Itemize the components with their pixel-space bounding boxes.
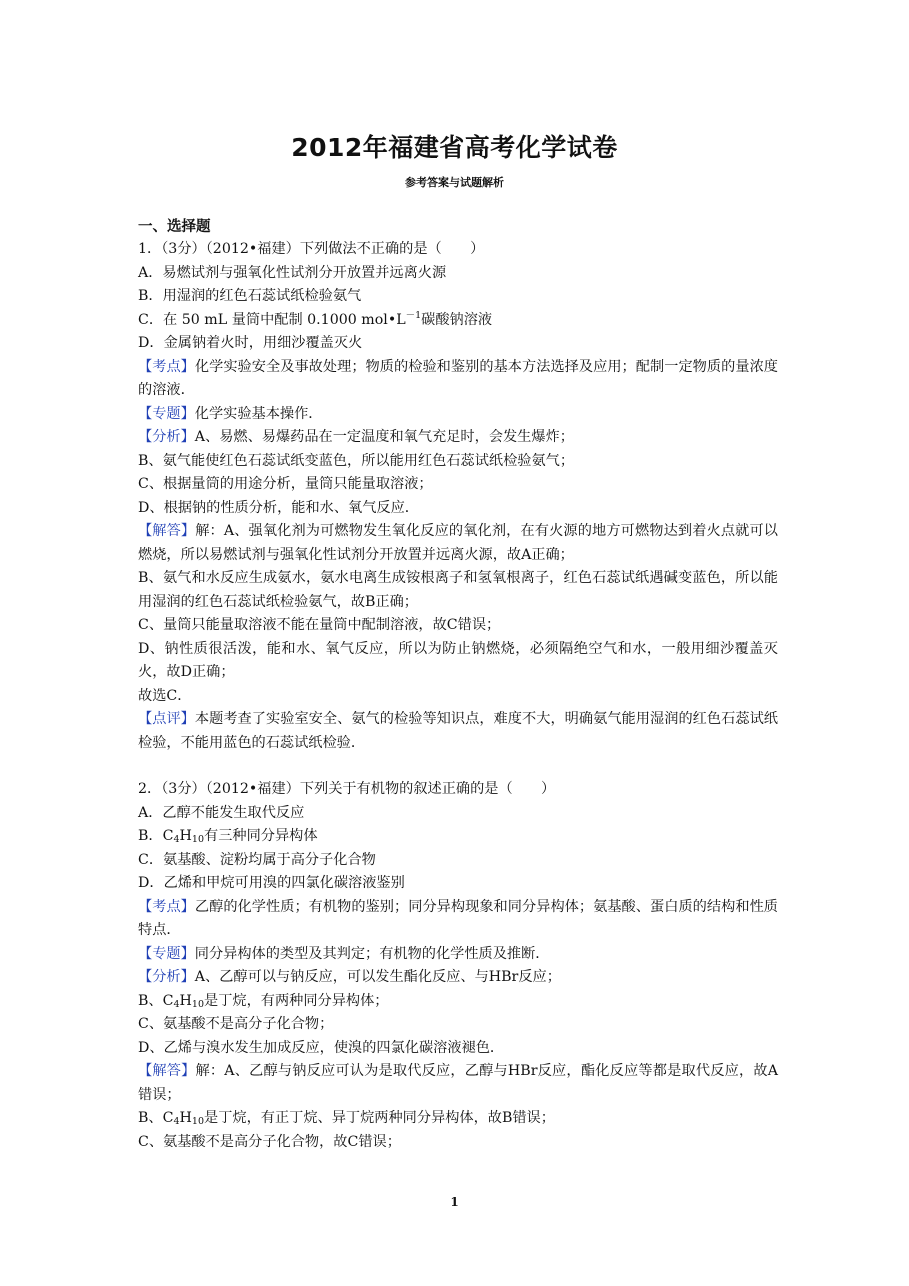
zhuanti-text: 化学实验基本操作． xyxy=(194,405,323,422)
page-number: 1 xyxy=(450,1195,459,1209)
question-2-fenxi-c: C、氨基酸不是高分子化合物； xyxy=(138,1016,334,1032)
question-2-stem: 2．（3分）（2012•福建）下列关于有机物的叙述正确的是（ ） xyxy=(138,781,556,797)
question-2-fenxi xyxy=(138,966,778,990)
formula-h: H xyxy=(179,992,192,1009)
page-title: 2012年福建省高考化学试卷 xyxy=(291,133,618,162)
question-1-fenxi xyxy=(138,426,778,450)
question-2-jieda-b xyxy=(138,1107,778,1131)
question-1-option-c xyxy=(138,309,778,333)
kaodian-tag: 【考点】 xyxy=(138,898,195,915)
option-b-tail: 有三种同分异构体 xyxy=(204,828,318,844)
superscript-exponent: －1 xyxy=(405,309,422,321)
question-2-jieda xyxy=(138,1060,778,1107)
zhuanti-tag: 【专题】 xyxy=(138,945,195,962)
fenxi-text: A、易燃、易爆药品在一定温度和氧气充足时，会发生爆炸； xyxy=(194,429,574,445)
jieda-text: 解：A、乙醇与钠反应可认为是取代反应，乙醇与HBr反应，酯化反应等都是取代反应，故A错误； xyxy=(138,1063,778,1103)
question-2-jieda-c: C、氨基酸不是高分子化合物，故C错误； xyxy=(138,1133,401,1150)
subscript-c: 4 xyxy=(173,834,180,845)
formula-h: H xyxy=(179,828,192,844)
question-1-fenxi-c: C、根据量筒的用途分析，量筒只能量取溶液； xyxy=(138,476,433,492)
formula-h: H xyxy=(179,1110,192,1126)
question-1-zhuanti xyxy=(138,403,778,427)
subscript-c: 4 xyxy=(173,998,180,1010)
fenxi-b-tail: 是丁烷，有两种同分异构体； xyxy=(204,992,389,1009)
question-1-jieda xyxy=(138,520,778,567)
question-1-option-a: A．易燃试剂与强氧化性试剂分开放置并远离火源 xyxy=(138,264,447,281)
fenxi-tag: 【分析】 xyxy=(138,969,195,985)
question-2-option-d: D．乙烯和甲烷可用溴的四氯化碳溶液鉴别 xyxy=(138,875,405,891)
dianping-tag: 【点评】 xyxy=(138,711,195,727)
question-1-kaodian xyxy=(138,356,778,403)
jieda-b-prefix: B、C xyxy=(138,1110,174,1126)
question-2-kaodian xyxy=(138,896,778,943)
option-c-text: C．在 50 mL 量筒中配制 0.1000 mol•L xyxy=(138,311,406,328)
subscript-h: 10 xyxy=(191,998,204,1010)
jieda-tag: 【解答】 xyxy=(138,523,196,539)
fenxi-tag: 【分析】 xyxy=(138,429,195,445)
fenxi-b-prefix: B、C xyxy=(138,992,174,1009)
question-1-jieda-d: D、钠性质很活泼，能和水、氧气反应，所以为防止钠燃烧，必须隔绝空气和水，一般用细沙覆盖灭火，故D正确； xyxy=(138,640,778,680)
subscript-h: 10 xyxy=(191,1116,204,1127)
kaodian-tag: 【考点】 xyxy=(138,358,195,375)
option-b-prefix: B．C xyxy=(138,828,174,844)
question-2-zhuanti xyxy=(138,943,778,967)
question-2-option-a: A．乙醇不能发生取代反应 xyxy=(138,804,305,821)
dianping-text: 本题考查了实验室安全、氨气的检验等知识点，难度不大，明确氨气能用湿润的红色石蕊试纸检验，不能用蓝色的石蕊试纸检验． xyxy=(138,711,778,751)
question-1-dianping xyxy=(138,708,778,755)
question-1-jieda-b: B、氨气和水反应生成氨水，氨水电离生成铵根离子和氢氧根离子，红色石蕊试纸遇碱变蓝色，所以能用湿润的红色石蕊试纸检验氨气，故B正确； xyxy=(138,570,778,610)
section-heading: 一、选择题 xyxy=(138,219,211,235)
question-1 xyxy=(138,238,778,755)
fenxi-text: A、乙醇可以与钠反应，可以发生酯化反应、与HBr反应； xyxy=(194,969,561,985)
question-1-option-d: D．金属钠着火时，用细沙覆盖灭火 xyxy=(138,335,363,351)
question-2 xyxy=(138,778,778,1154)
jieda-b-tail: 是丁烷，有正丁烷、异丁烷两种同分异构体，故B错误； xyxy=(204,1110,555,1126)
question-1-fenxi-b: B、氨气能使红色石蕊试纸变蓝色，所以能用红色石蕊试纸检验氨气； xyxy=(138,452,575,469)
zhuanti-tag: 【专题】 xyxy=(138,405,195,422)
subscript-h: 10 xyxy=(191,834,204,845)
question-2-option-b xyxy=(138,825,778,849)
page-subtitle: 参考答案与试题解析 xyxy=(405,176,504,189)
question-spacer xyxy=(138,755,778,778)
kaodian-text: 乙醇的化学性质；有机物的鉴别；同分异构现象和同分异构体；氨基酸、蛋白质的结构和性质特点． xyxy=(138,898,778,938)
jieda-tag: 【解答】 xyxy=(138,1063,196,1079)
document-body xyxy=(138,216,778,1154)
question-2-fenxi-b xyxy=(138,990,778,1014)
kaodian-text: 化学实验安全及事故处理；物质的检验和鉴别的基本方法选择及应用；配制一定物质的量浓度的溶液． xyxy=(138,358,778,398)
question-2-option-c: C．氨基酸、淀粉均属于高分子化合物 xyxy=(138,851,376,868)
question-1-jieda-c: C、量筒只能量取溶液不能在量筒中配制溶液，故C错误； xyxy=(138,617,501,633)
zhuanti-text: 同分异构体的类型及其判定；有机物的化学性质及推断． xyxy=(194,945,550,962)
question-1-fenxi-d: D、根据钠的性质分析，能和水、氧气反应． xyxy=(138,499,419,516)
subscript-c: 4 xyxy=(173,1116,180,1127)
option-c-tail: 碳酸钠溶液 xyxy=(421,311,493,328)
question-1-stem: 1．（3分）（2012•福建）下列做法不正确的是（ ） xyxy=(138,241,485,257)
jieda-text: 解：A、强氧化剂为可燃物发生氧化反应的氧化剂，在有火源的地方可燃物达到着火点就可以燃烧，所以易燃试剂与强氧化性试剂分开放置并远离火源，故A正确； xyxy=(138,523,778,563)
question-2-fenxi-d: D、乙烯与溴水发生加成反应，使溴的四氯化碳溶液褪色． xyxy=(138,1039,505,1056)
question-1-conclusion: 故选C． xyxy=(138,687,192,704)
question-1-option-b: B．用湿润的红色石蕊试纸检验氨气 xyxy=(138,288,362,304)
